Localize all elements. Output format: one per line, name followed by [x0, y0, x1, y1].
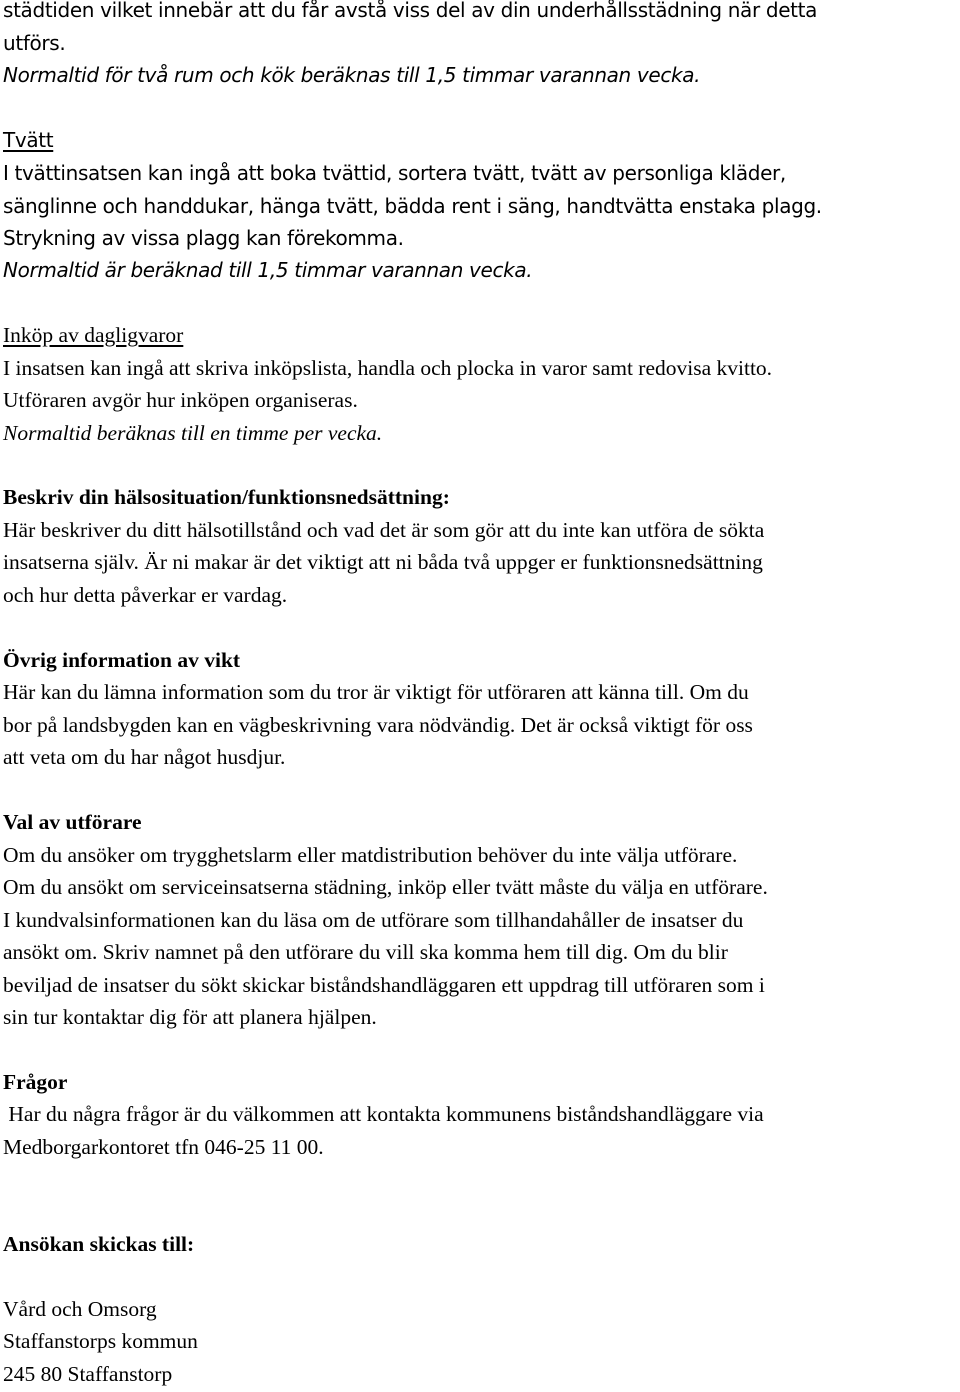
tvatt-text-line-1: I tvättinsatsen kan ingå att boka tvättid, sortera tvätt, tvätt av personliga kläder, [3, 161, 786, 185]
val-text-line-3: I kundvalsinformationen kan du läsa om de utförare som tillhandahåller de insatser du [3, 908, 744, 932]
address-line-2: Staffanstorps kommun [3, 1329, 198, 1353]
tvatt-text-line-3: Strykning av vissa plagg kan förekomma. [3, 226, 404, 250]
address-line-3: 245 80 Staffanstorp [3, 1362, 173, 1386]
val-text-line-6: sin tur kontaktar dig för att planera hjälpen. [3, 1005, 377, 1029]
tvatt-text-line-2: sänglinne och handdukar, hänga tvätt, bädda rent i säng, handtvätta enstaka plagg. [3, 194, 822, 218]
tvatt-heading: Tvätt [3, 128, 54, 152]
fragor-text-line-1: Har du några frågor är du välkommen att kontakta kommunens biståndshandläggare via [3, 1102, 764, 1126]
val-heading: Val av utförare [3, 810, 142, 834]
address-heading: Ansökan skickas till: [3, 1232, 195, 1256]
tvatt-normaltime: Normaltid är beräknad till 1,5 timmar varannan vecka. [3, 258, 533, 282]
intro-normaltime: Normaltid för två rum och kök beräknas till 1,5 timmar varannan vecka. [3, 63, 701, 87]
fragor-text-line-2: Medborgarkontoret tfn 046-25 11 00. [3, 1135, 324, 1159]
val-text-line-5: beviljad de insatser du sökt skickar biståndshandläggaren ett uppdrag till utföraren som i [3, 973, 765, 997]
ovrig-text-line-1: Här kan du lämna information som du tror är viktigt för utföraren att känna till. Om du [3, 680, 749, 704]
halsa-text-line-1: Här beskriver du ditt hälsotillstånd och vad det är som gör att du inte kan utföra de sökta [3, 518, 765, 542]
inkop-normaltime: Normaltid beräknas till en timme per vecka. [3, 421, 383, 445]
ovrig-text-line-3: att veta om du har något husdjur. [3, 745, 286, 769]
fragor-heading: Frågor [3, 1070, 68, 1094]
ovrig-heading: Övrig information av vikt [3, 648, 241, 672]
val-text-line-2: Om du ansökt om serviceinsatserna städning, inköp eller tvätt måste du välja en utförare. [3, 875, 768, 899]
inkop-text-line-2: Utföraren avgör hur inköpen organiseras. [3, 388, 358, 412]
intro-text-line-2: utförs. [3, 31, 66, 55]
inkop-heading: Inköp av dagligvaror [3, 323, 184, 347]
halsa-text-line-2: insatserna själv. Är ni makar är det viktigt att ni båda två uppger er funktionsnedsättning [3, 550, 763, 574]
val-text-line-4: ansökt om. Skriv namnet på den utförare du vill ska komma hem till dig. Om du blir [3, 940, 728, 964]
val-text-line-1: Om du ansöker om trygghetslarm eller matdistribution behöver du inte välja utförare. [3, 843, 738, 867]
intro-text-line-1: städtiden vilket innebär att du får avstå viss del av din underhållsstädning när detta [3, 0, 818, 22]
inkop-text-line-1: I insatsen kan ingå att skriva inköpslista, handla och plocka in varor samt redovisa kvitto. [3, 356, 773, 380]
ovrig-text-line-2: bor på landsbygden kan en vägbeskrivning vara nödvändig. Det är också viktigt för oss [3, 713, 753, 737]
address-line-1: Vård och Omsorg [3, 1297, 157, 1321]
halsa-heading: Beskriv din hälsosituation/funktionsnedsättning: [3, 485, 450, 509]
halsa-text-line-3: och hur detta påverkar er vardag. [3, 583, 288, 607]
